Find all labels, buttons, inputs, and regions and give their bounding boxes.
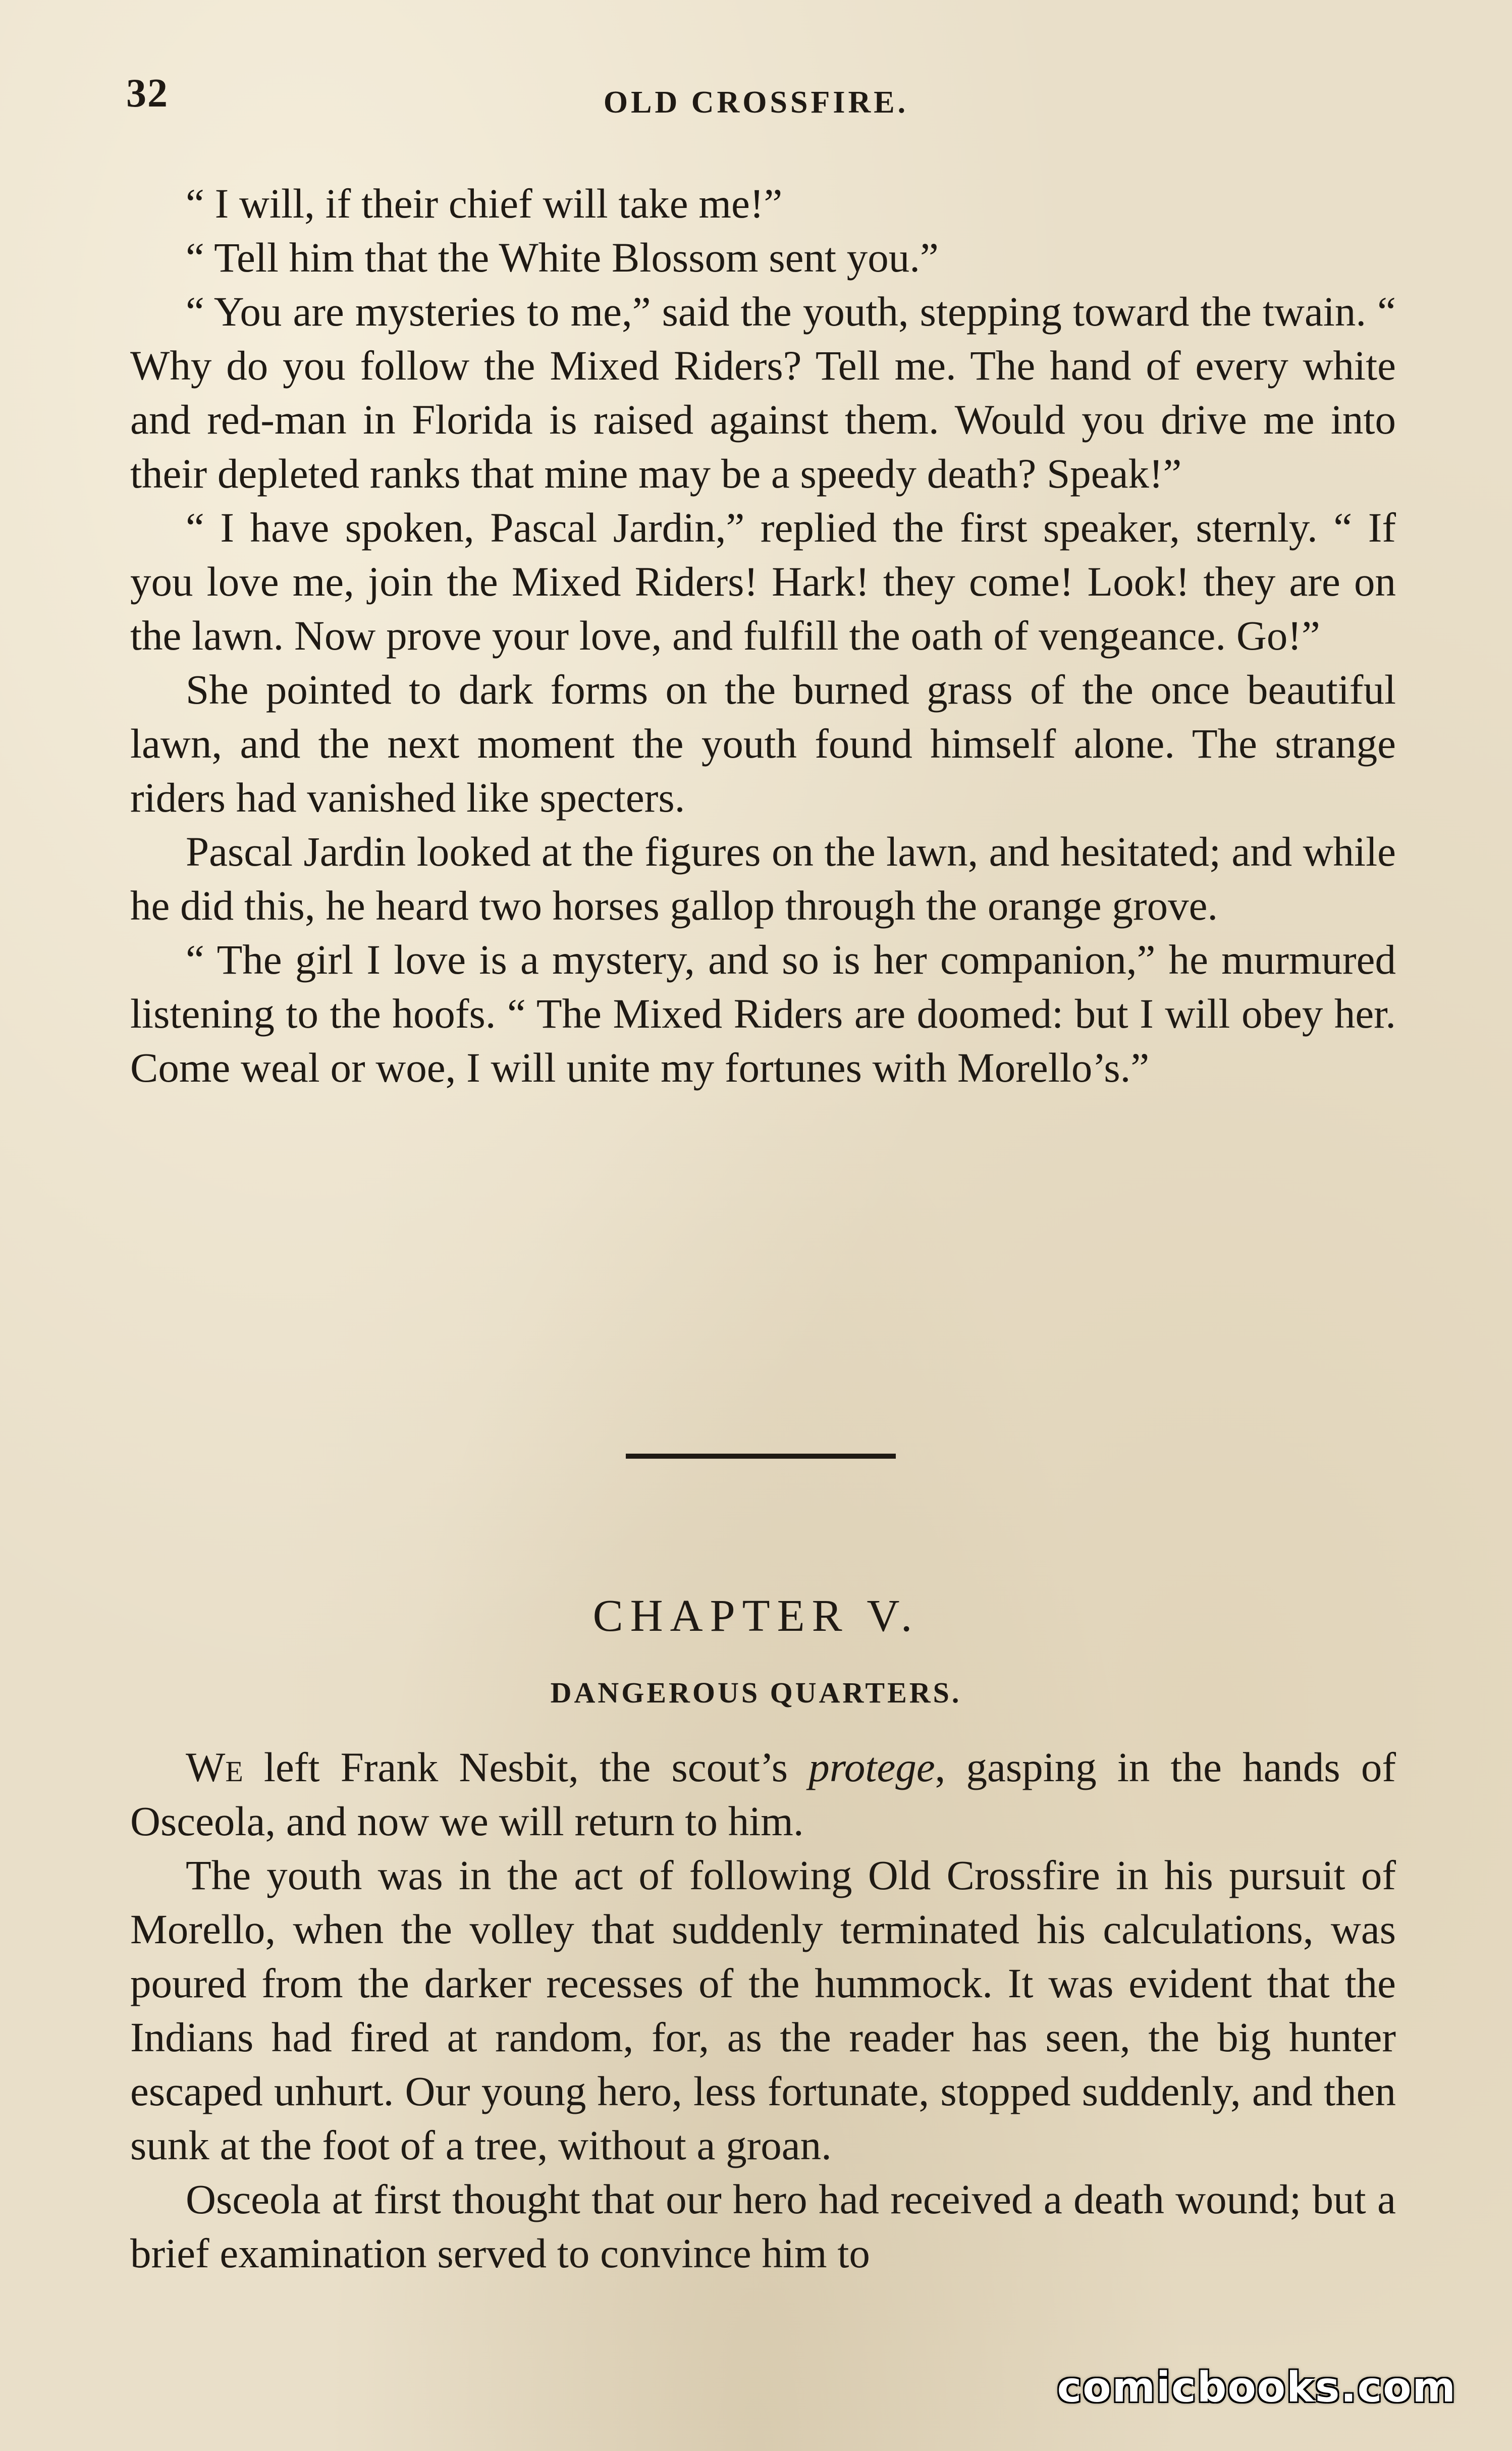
paragraph: “ The girl I love is a mystery, and so is her companion,” he murmured listening to the hoofs. “ The Mixed Riders are doomed: but I will obey her. Come weal or woe, I will unite my fortunes with Morello’s.” bbox=[130, 936, 1396, 1091]
paragraph bbox=[130, 1740, 1396, 1848]
text-run: left Frank Nesbit, the scout’s bbox=[243, 1744, 809, 1790]
italic-word: protege bbox=[808, 1744, 935, 1790]
top-text-block bbox=[130, 177, 1396, 1095]
paragraph: She pointed to dark forms on the burned grass of the once beautiful lawn, and the next moment the youth found himself alone. The strange riders had vanished like specters. bbox=[130, 666, 1396, 821]
site-watermark: comicbooks.com bbox=[1057, 2364, 1456, 2412]
page-number: 32 bbox=[126, 71, 169, 116]
paragraph: “ I have spoken, Pascal Jardin,” replied the first speaker, sternly. “ If you love me, join the Mixed Riders! Hark! they come! Look! they are on the lawn. Now prove your love, and fulfill the oath of vengeance. Go!” bbox=[130, 504, 1396, 659]
running-title: OLD CROSSFIRE. bbox=[603, 85, 909, 120]
paragraph: “ You are mysteries to me,” said the youth, stepping toward the twain. “ Why do you follow the Mixed Riders? Tell me. The hand of every white and red-man in Florida is raised against them. Would you drive me into their depleted ranks that mine may be a speedy death? Speak!” bbox=[130, 288, 1396, 497]
lead-word: We bbox=[186, 1744, 243, 1790]
bottom-text-block bbox=[130, 1740, 1396, 2280]
paragraph: Osceola at first thought that our hero had received a death wound; but a brief examination served to convince him to bbox=[130, 2176, 1396, 2276]
chapter-title: CHAPTER V. bbox=[592, 1591, 920, 1641]
paragraph: “ I will, if their chief will take me!” bbox=[186, 180, 783, 227]
paragraph: “ Tell him that the White Blossom sent you.” bbox=[186, 234, 939, 281]
section-divider bbox=[626, 1454, 896, 1459]
paragraph: Pascal Jardin looked at the figures on the lawn, and hesitated; and while he did this, he heard two horses gallop through the orange grove. bbox=[130, 828, 1396, 929]
text-run: , gasping in the hands of Osceola, and now we will return to him. bbox=[130, 1744, 1396, 1844]
paragraph: The youth was in the act of following Old Crossfire in his pursuit of Morello, when the volley that suddenly terminated his calculations, was poured from the darker recesses of the hummock. It was evident that the Indians had fired at random, for, as the reader has seen, the big hunter escaped unhurt. Our young hero, less fortunate, stopped suddenly, and then sunk at the foot of a tree, without a groan. bbox=[130, 1852, 1396, 2168]
chapter-subtitle: DANGEROUS QUARTERS. bbox=[550, 1676, 962, 1709]
